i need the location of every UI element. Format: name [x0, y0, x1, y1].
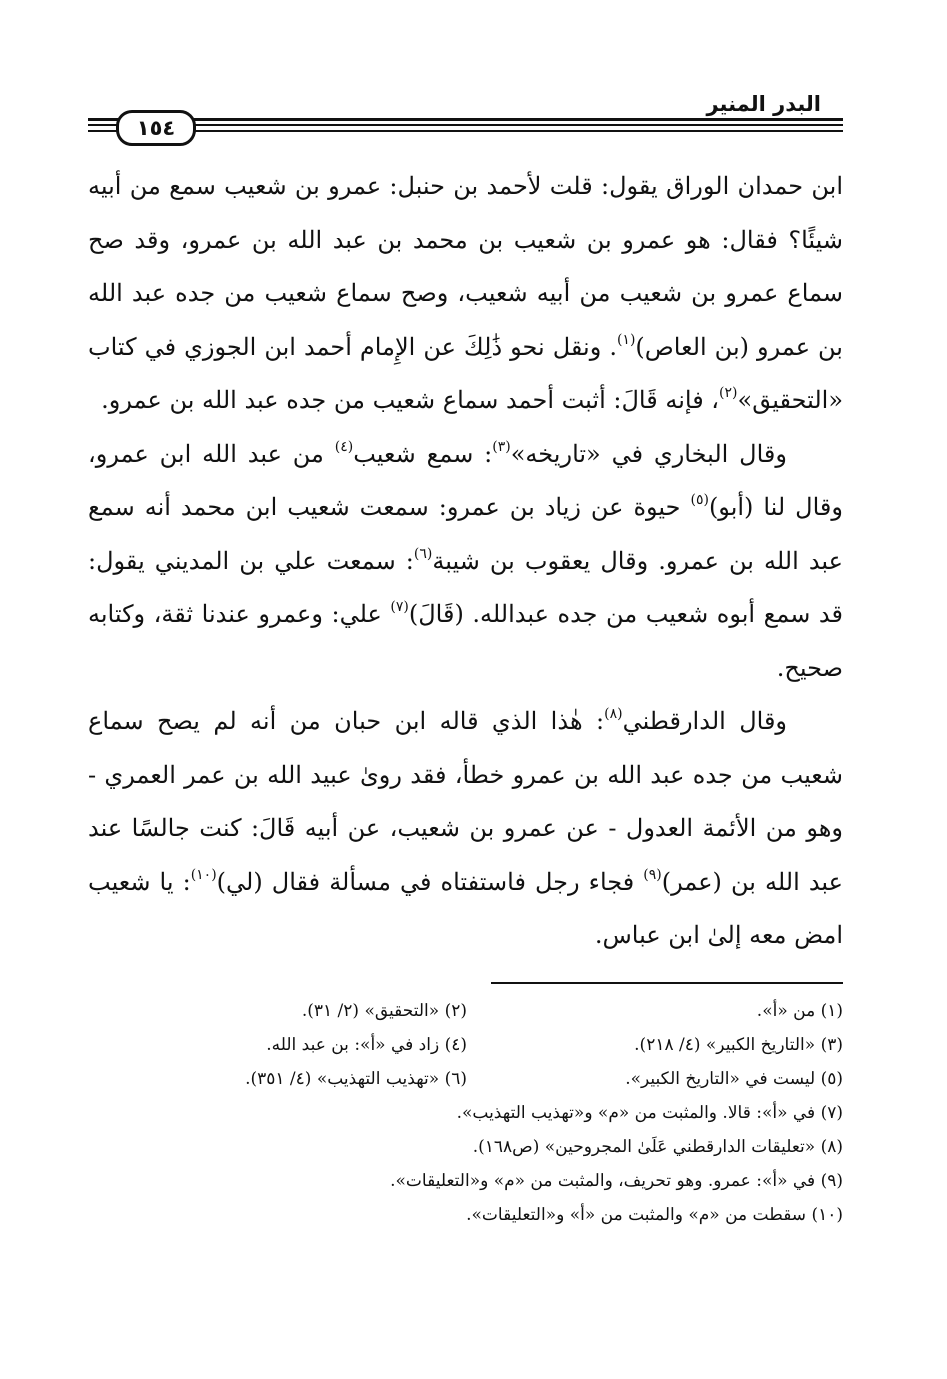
text-run: ابن حمدان الوراق يقول: قلت لأحمد بن حنبل: عمرو بن شعيب سمع من أبيه شيئًا؟ فقال: هو عمرو بن شعيب بن محمد بن عبد الله بن عمرو، وقد صح سماع عمرو بن شعيب من أبيه شعيب، وصح سماع شعيب من جده عبد الله بن عمرو (بن العاص): [88, 172, 844, 361]
text-run: وقال البخاري في «تاريخه»: [510, 439, 787, 468]
header-rule: [88, 124, 843, 126]
footnote-ref: (٢): [719, 385, 738, 401]
footnotes: [88, 994, 843, 1232]
text-run: . ونقل نحو ذَٰلِكَ عن الإِمام أحمد ابن الجوزي في كتاب «التحقيق»: [88, 332, 843, 414]
footnote-row: [88, 1028, 843, 1062]
text-run: : هٰذا الذي قاله ابن حبان من أنه لم يصح سماع شعيب من جده عبد الله بن عمرو خطأ، فقد روىٰ عبيد الله بن عمر العمري - وهو من الأئمة العدول - عن عمرو بن شعيب، عن أبيه قَالَ: كنت جالسًا عند عبد الله بن (عمر): [88, 707, 843, 896]
paragraph: [88, 428, 843, 696]
footnote: (١) من «أ».: [756, 1001, 843, 1021]
footnote: (١٠) سقطت من «م» والمثبت من «أ» و«التعليقات».: [466, 1205, 843, 1225]
text-run: وقال الدارقطني: [622, 707, 788, 735]
text-run: : يا شعيب امض معه إلىٰ ابن عباس.: [88, 867, 843, 949]
text-run: حيوة عن زياد بن عمرو: سمعت شعيب ابن محمد أنه سمع عبد الله بن عمرو. وقال يعقوب بن شيبة: [88, 493, 843, 575]
footnote-ref: (٧): [390, 599, 409, 615]
text-run: ، فإنه قَالَ: أثبت أحمد سماع شعيب من جده عبد الله بن عمرو.: [101, 386, 720, 414]
footnote-ref: (٦): [413, 545, 433, 562]
page-number: ١٥٤: [116, 110, 196, 146]
footnote: (٨) «تعليقات الدارقطني عَلَىٰ المجروحين» (ص١٦٨).: [472, 1137, 843, 1157]
footnote-ref: (٤): [334, 438, 354, 455]
running-header: [88, 90, 843, 148]
footnote-ref: (٨): [604, 706, 623, 722]
footnote-separator: [491, 982, 843, 984]
header-rule: [88, 118, 843, 121]
header-rule: [88, 130, 843, 132]
footnote-ref: (٩): [643, 866, 662, 883]
footnote-ref: (١٠): [190, 866, 217, 883]
footnote: (٦) «تهذيب التهذيب» (٤/ ٣٥١).: [245, 1069, 467, 1089]
text-run: : سمع شعيب: [353, 439, 493, 468]
book-page: [88, 90, 843, 1360]
footnote: (٤) زاد في «أ»: بن عبد الله.: [266, 1035, 467, 1055]
paragraph: [88, 695, 843, 963]
book-title: البدر المنير: [706, 92, 821, 116]
footnote: (٢) «التحقيق» (٢/ ٣١).: [301, 1001, 467, 1021]
text-run: فجاء رجل فاستفتاه في مسألة فقال (لي): [216, 867, 644, 896]
footnote: (٩) في «أ»: عمرو. وهو تحريف، والمثبت من «م» و«التعليقات».: [390, 1171, 843, 1191]
text-run: : سمعت علي بن المديني يقول: قد سمع أبوه شعيب من جده عبدالله. (قَالَ): [88, 546, 843, 628]
text-run: علي: وعمرو عندنا ثقة، وكتابه صحيح.: [88, 600, 843, 682]
paragraph: [88, 160, 843, 428]
footnote-ref: (٣): [492, 438, 511, 455]
footnote-row: [88, 1062, 843, 1096]
footnote: (٥) ليست في «التاريخ الكبير».: [625, 1069, 843, 1089]
footnote: (٣) «التاريخ الكبير» (٤/ ٢١٨).: [634, 1035, 843, 1055]
footnote: (٧) في «أ»: قالا. والمثبت من «م» و«تهذيب التهذيب».: [456, 1103, 843, 1123]
main-text: [88, 160, 843, 963]
footnote-ref: (١): [616, 331, 636, 348]
text-run: من عبد الله ابن عمرو، وقال لنا (أبو): [88, 439, 843, 521]
footnote-ref: (٥): [690, 492, 709, 508]
footnote-row: [88, 994, 843, 1028]
